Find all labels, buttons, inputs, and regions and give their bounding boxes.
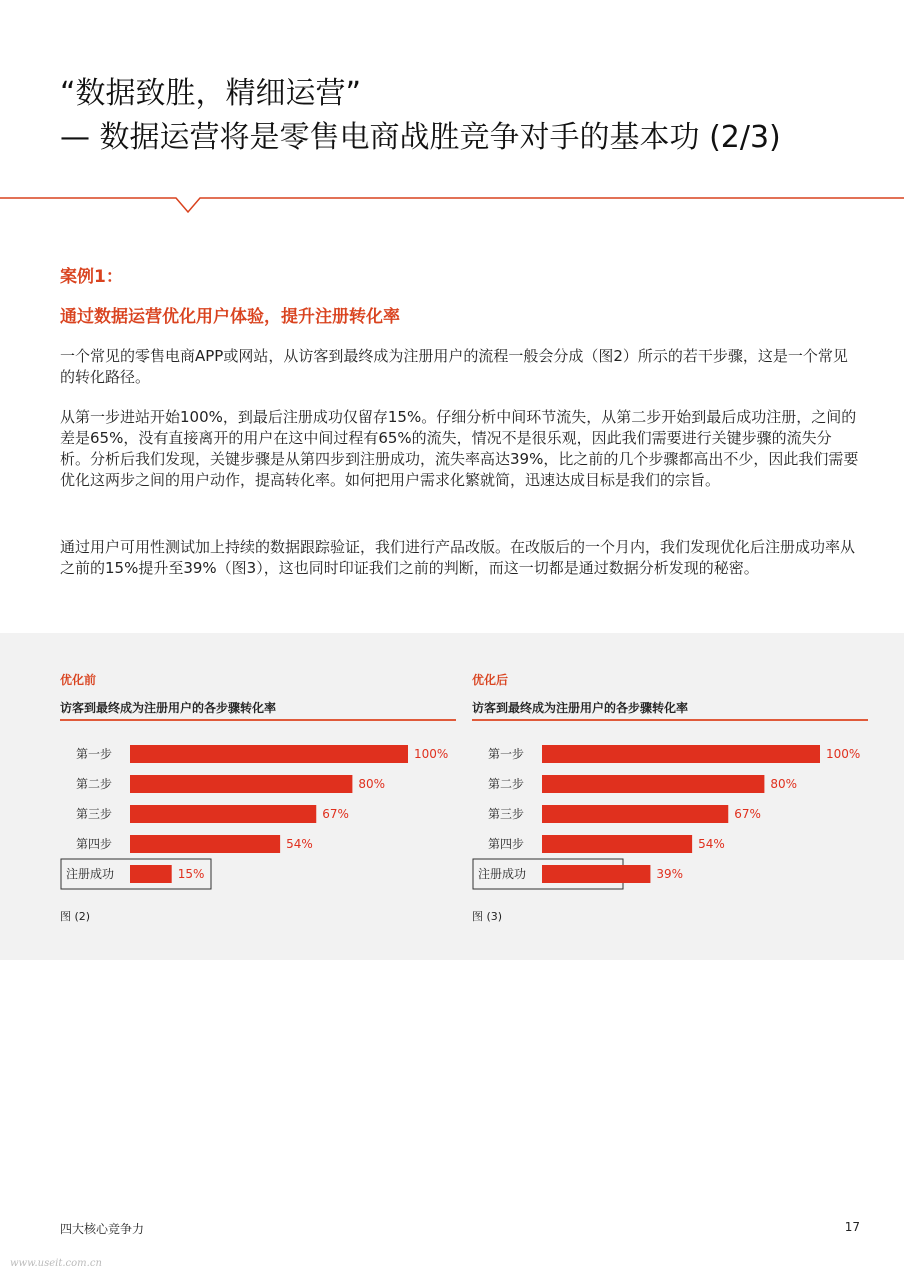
category-label: 第三步	[76, 807, 113, 821]
category-label: 第二步	[488, 777, 525, 791]
category-label: 注册成功	[478, 867, 527, 881]
value-label: 67%	[322, 807, 349, 821]
value-label: 100%	[414, 747, 449, 761]
bar-chart-after	[472, 733, 872, 893]
title-line-2: — 数据运营将是零售电商战胜竞争对手的基本功 (2/3)	[60, 120, 781, 155]
chart-title: 访客到最终成为注册用户的各步骤转化率	[472, 701, 689, 715]
chart-after	[472, 633, 872, 960]
bar	[542, 805, 728, 823]
bar	[130, 835, 280, 853]
title-line-1: “数据致胜，精细运营”	[60, 76, 362, 111]
bar	[130, 865, 172, 883]
paragraph-1: 一个常见的零售电商APP或网站，从访客到最终成为注册用户的流程一般会分成（图2）所示的若干步骤，这是一个常见的转化路径。	[60, 347, 848, 386]
value-label: 100%	[826, 747, 861, 761]
bar	[130, 805, 316, 823]
chart-title-rule	[472, 719, 868, 721]
chart-title-rule	[60, 719, 456, 721]
figure-caption: 图 (2)	[60, 910, 91, 923]
bar-chart-before	[60, 733, 460, 893]
chart-panel-label: 优化后	[472, 673, 509, 687]
value-label: 54%	[698, 837, 725, 851]
category-label: 第四步	[488, 837, 525, 851]
charts-panel	[0, 633, 904, 960]
page-title	[60, 72, 880, 160]
value-label: 80%	[770, 777, 798, 791]
case-label: 案例1：	[60, 267, 123, 287]
footer-section-name: 四大核心竞争力	[60, 1222, 145, 1236]
category-label: 第一步	[76, 747, 113, 761]
bar	[130, 745, 408, 763]
chart-before	[60, 633, 460, 960]
paragraph-2: 从第一步进站开始100%，到最后注册成功仅留存15%。仔细分析中间环节流失，从第二步开始到最后成功注册，之间的差是65%，没有直接离开的用户在这中间过程有65%的流失，情况不是很乐观，因此我们需要进行关键步骤的流失分析。分析后我们发现，关键步骤是从第四步到注册成功，流失率高达39%，比之前的几个步骤都高出不少，因此我们需要优化这两步之间的用户动作，提高转化率。如何把用户需求化繁就简，迅速达成目标是我们的宗旨。	[60, 408, 859, 489]
header-divider	[0, 197, 904, 217]
value-label: 39%	[656, 867, 684, 881]
bar	[542, 775, 764, 793]
category-label: 第三步	[488, 807, 525, 821]
case-subtitle: 通过数据运营优化用户体验，提升注册转化率	[60, 307, 400, 327]
category-label: 注册成功	[66, 867, 115, 881]
figure-caption: 图 (3)	[472, 910, 503, 923]
value-label: 15%	[177, 867, 205, 881]
value-label: 54%	[286, 837, 313, 851]
page-number: 17	[844, 1220, 860, 1234]
category-label: 第一步	[488, 747, 525, 761]
category-label: 第二步	[76, 777, 113, 791]
bar	[130, 775, 352, 793]
value-label: 80%	[358, 777, 386, 791]
chart-title: 访客到最终成为注册用户的各步骤转化率	[60, 701, 277, 715]
bar	[542, 865, 650, 883]
bar	[542, 745, 820, 763]
chart-panel-label: 优化前	[60, 673, 97, 687]
watermark: www.useit.com.cn	[10, 1258, 102, 1269]
value-label: 67%	[734, 807, 761, 821]
paragraph-3: 通过用户可用性测试加上持续的数据跟踪验证，我们进行产品改版。在改版后的一个月内，我们发现优化后注册成功率从之前的15%提升至39%（图3），这也同时印证我们之前的判断，而这一切都是通过数据分析发现的秘密。	[60, 538, 856, 577]
category-label: 第四步	[76, 837, 113, 851]
bar	[542, 835, 692, 853]
